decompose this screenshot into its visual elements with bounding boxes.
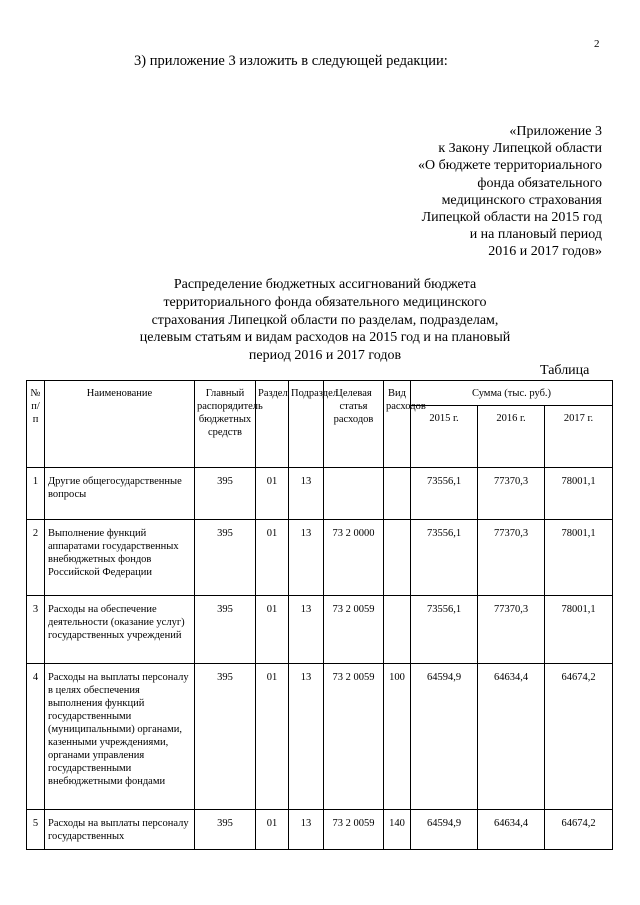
cell-kind — [384, 468, 411, 520]
cell-2015: 73556,1 — [411, 520, 478, 596]
header-2017: 2017 г. — [545, 406, 613, 468]
cell-num: 4 — [27, 664, 45, 810]
header-target: Целевая статья расходов — [324, 381, 384, 468]
cell-subsection: 13 — [289, 520, 324, 596]
title-line: Распределение бюджетных ассигнований бюджета — [173, 277, 477, 292]
cell-subsection: 13 — [289, 664, 324, 810]
title-line: территориального фонда обязательного медицинского — [163, 294, 487, 310]
appendix-line: медицинского страхования — [441, 192, 602, 208]
header-subsection: Подраздел — [289, 381, 324, 468]
cell-admin: 395 — [195, 468, 256, 520]
cell-admin: 395 — [195, 664, 256, 810]
cell-num: 5 — [27, 810, 45, 850]
cell-target: 73 2 0059 — [324, 596, 384, 664]
cell-subsection: 13 — [289, 596, 324, 664]
title-line: целевым статьям и видам расходов на 2015 год и на плановый — [139, 330, 511, 346]
header-section: Раздел — [256, 381, 289, 468]
cell-2016: 64634,4 — [478, 664, 545, 810]
table-row — [27, 520, 613, 596]
appendix-line: 2016 и 2017 годов» — [488, 244, 602, 260]
intro-text: 3) приложение 3 изложить в следующей редакции: — [134, 53, 448, 69]
appendix-line: Липецкой области на 2015 год — [421, 210, 602, 226]
cell-section: 01 — [256, 468, 289, 520]
cell-subsection: 13 — [289, 468, 324, 520]
cell-admin: 395 — [195, 810, 256, 850]
cell-section: 01 — [256, 810, 289, 850]
page-number: 2 — [594, 38, 600, 50]
cell-2015: 64594,9 — [411, 664, 478, 810]
appendix-line: фонда обязательного — [477, 175, 602, 191]
cell-target: 73 2 0059 — [324, 664, 384, 810]
cell-2017: 64674,2 — [545, 810, 613, 850]
header-kind: Вид расходов — [384, 381, 411, 468]
cell-subsection: 13 — [289, 810, 324, 850]
cell-2016: 77370,3 — [478, 468, 545, 520]
cell-target — [324, 468, 384, 520]
appendix-line: и на плановый период — [469, 227, 602, 243]
title-line: страхования Липецкой области по разделам, подразделам, — [151, 312, 499, 328]
table-label: Таблица — [540, 363, 590, 378]
cell-2017: 78001,1 — [545, 596, 613, 664]
cell-2017: 78001,1 — [545, 520, 613, 596]
appendix-header — [300, 123, 602, 261]
cell-2016: 64634,4 — [478, 810, 545, 850]
table-row — [27, 468, 613, 520]
cell-2016: 77370,3 — [478, 596, 545, 664]
cell-2015: 73556,1 — [411, 468, 478, 520]
cell-section: 01 — [256, 596, 289, 664]
cell-num: 1 — [27, 468, 45, 520]
cell-name: Расходы на выплаты персоналу государственных — [45, 810, 195, 850]
title-line: период 2016 и 2017 годов — [248, 348, 402, 364]
cell-target: 73 2 0059 — [324, 810, 384, 850]
header-2016: 2016 г. — [478, 406, 545, 468]
cell-2017: 78001,1 — [545, 468, 613, 520]
appendix-line: «Приложение 3 — [509, 124, 602, 139]
appendix-line: к Закону Липецкой области — [438, 141, 602, 157]
cell-name: Выполнение функций аппаратами государственных внебюджетных фондов Российской Федерации — [45, 520, 195, 596]
cell-num: 3 — [27, 596, 45, 664]
cell-kind — [384, 596, 411, 664]
cell-2015: 73556,1 — [411, 596, 478, 664]
appendix-line: «О бюджете территориального — [418, 158, 602, 174]
cell-section: 01 — [256, 520, 289, 596]
header-num: № п/п — [27, 381, 45, 468]
cell-name: Расходы на обеспечение деятельности (оказание услуг) государственных учреждений — [45, 596, 195, 664]
header-2015: 2015 г. — [411, 406, 478, 468]
cell-2016: 77370,3 — [478, 520, 545, 596]
header-name: Наименование — [45, 381, 195, 468]
table-row — [27, 664, 613, 810]
cell-num: 2 — [27, 520, 45, 596]
document-title — [120, 276, 530, 365]
cell-kind — [384, 520, 411, 596]
cell-2015: 64594,9 — [411, 810, 478, 850]
cell-kind: 100 — [384, 664, 411, 810]
cell-kind: 140 — [384, 810, 411, 850]
header-admin: Главный распорядитель бюджетных средств — [195, 381, 256, 468]
cell-2017: 64674,2 — [545, 664, 613, 810]
cell-name: Расходы на выплаты персоналу в целях обеспечения выполнения функций государственными (муниципальными) органами, казенными учреждениями, органами управления государственными внебюджетными фондами — [45, 664, 195, 810]
header-sum: Сумма (тыс. руб.) — [411, 381, 613, 406]
cell-admin: 395 — [195, 596, 256, 664]
table-row — [27, 810, 613, 850]
table-header-row — [27, 381, 613, 406]
cell-name: Другие общегосударственные вопросы — [45, 468, 195, 520]
cell-admin: 395 — [195, 520, 256, 596]
budget-table — [26, 380, 613, 850]
cell-target: 73 2 0000 — [324, 520, 384, 596]
cell-section: 01 — [256, 664, 289, 810]
table-row — [27, 596, 613, 664]
